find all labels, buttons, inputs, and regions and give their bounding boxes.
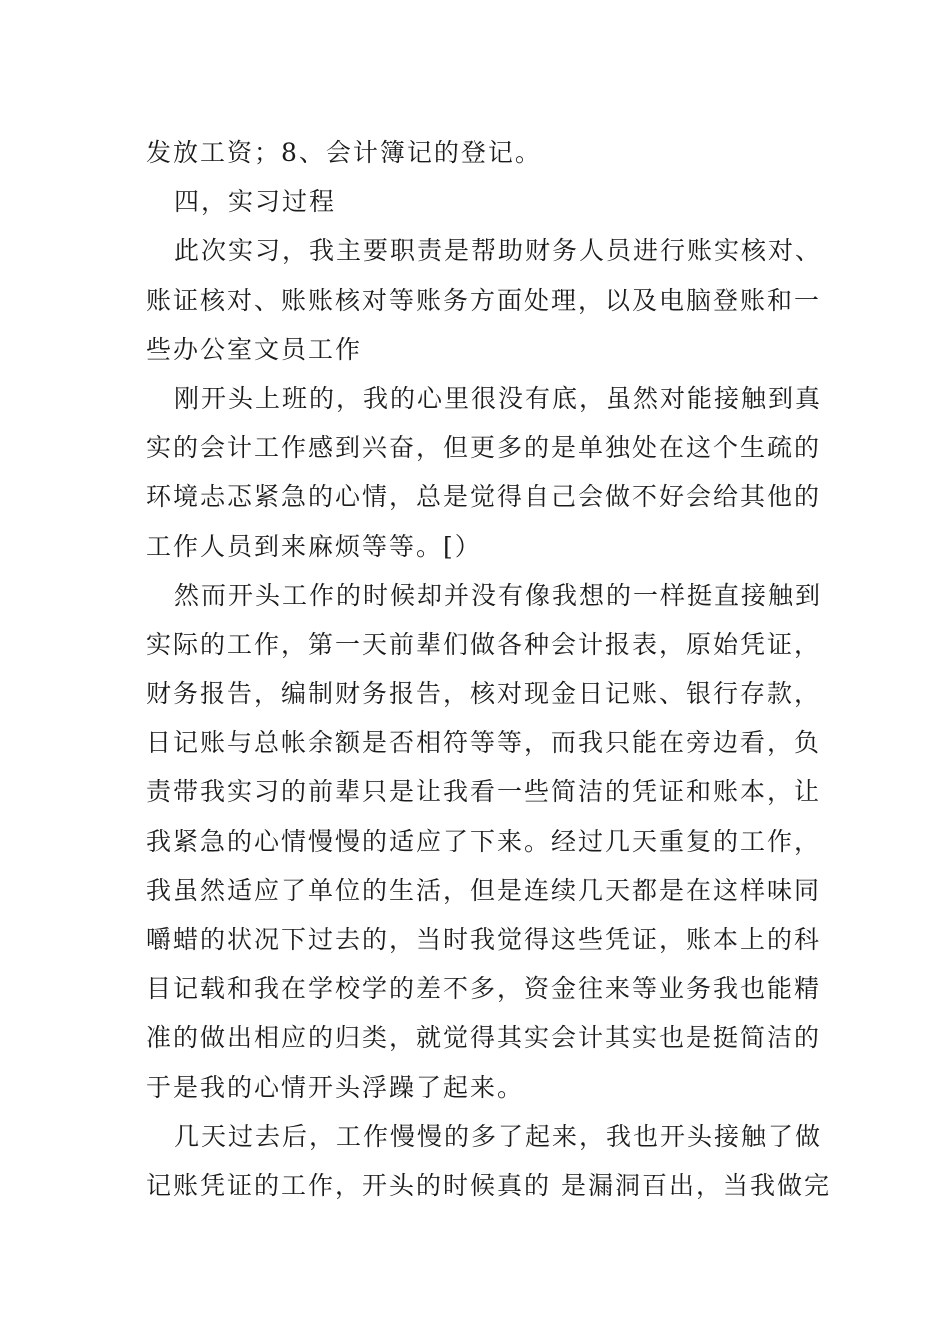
text-line-22: 记账凭证的工作，开头的时候真的 是漏洞百出，当我做完	[146, 1170, 831, 1200]
text-line-18: 目记载和我在学校学的差不多，资金往来等业务我也能精	[146, 974, 822, 1004]
text-line-1: 发放工资；8、会计簿记的登记。	[146, 138, 542, 167]
text-line-14: 责带我实习的前辈只是让我看一些简洁的凭证和账本，让	[146, 777, 822, 807]
text-line-12: 财务报告，编制财务报告，核对现金日记账、银行存款，	[146, 679, 822, 709]
text-line-3: 此次实习，我主要职责是帮助财务人员进行账实核对、	[174, 236, 823, 266]
text-line-6: 刚开头上班的，我的心里很没有底，虽然对能接触到真	[174, 383, 823, 413]
text-line-8: 环境忐忑紧急的心情，总是觉得自己会做不好会给其他的	[146, 482, 822, 512]
text-line-20: 于是我的心情开头浮躁了起来。	[146, 1072, 525, 1102]
text-line-5: 些办公室文员工作	[146, 334, 363, 364]
text-line-17: 嚼蜡的状况下过去的，当时我觉得这些凭证，账本上的科	[146, 925, 822, 954]
text-line-16: 我虽然适应了单位的生活，但是连续几天都是在这样味同	[146, 875, 822, 905]
text-line-19: 准的做出相应的归类，就觉得其实会计其实也是挺简洁的	[146, 1023, 822, 1053]
text-line-13: 日记账与总帐余额是否相符等等，而我只能在旁边看，负	[146, 728, 822, 758]
body-text	[146, 128, 831, 1210]
text-line-9: 工作人员到来麻烦等等。[）	[146, 531, 482, 561]
section-heading: 四，实习过程	[174, 187, 337, 217]
text-line-21: 几天过去后，工作慢慢的多了起来，我也开头接触了做	[174, 1121, 823, 1151]
text-line-15: 我紧急的心情慢慢的适应了下来。经过几天重复的工作，	[146, 826, 822, 856]
text-line-11: 实际的工作，第一天前辈们做各种会计报表，原始凭证，	[146, 629, 822, 659]
text-line-10: 然而开头工作的时候却并没有像我想的一样挺直接触到	[174, 580, 823, 610]
text-line-4: 账证核对、账账核对等账务方面处理，以及电脑登账和一	[146, 285, 822, 315]
text-line-7: 实的会计工作感到兴奋，但更多的是单独处在这个生疏的	[146, 433, 822, 463]
